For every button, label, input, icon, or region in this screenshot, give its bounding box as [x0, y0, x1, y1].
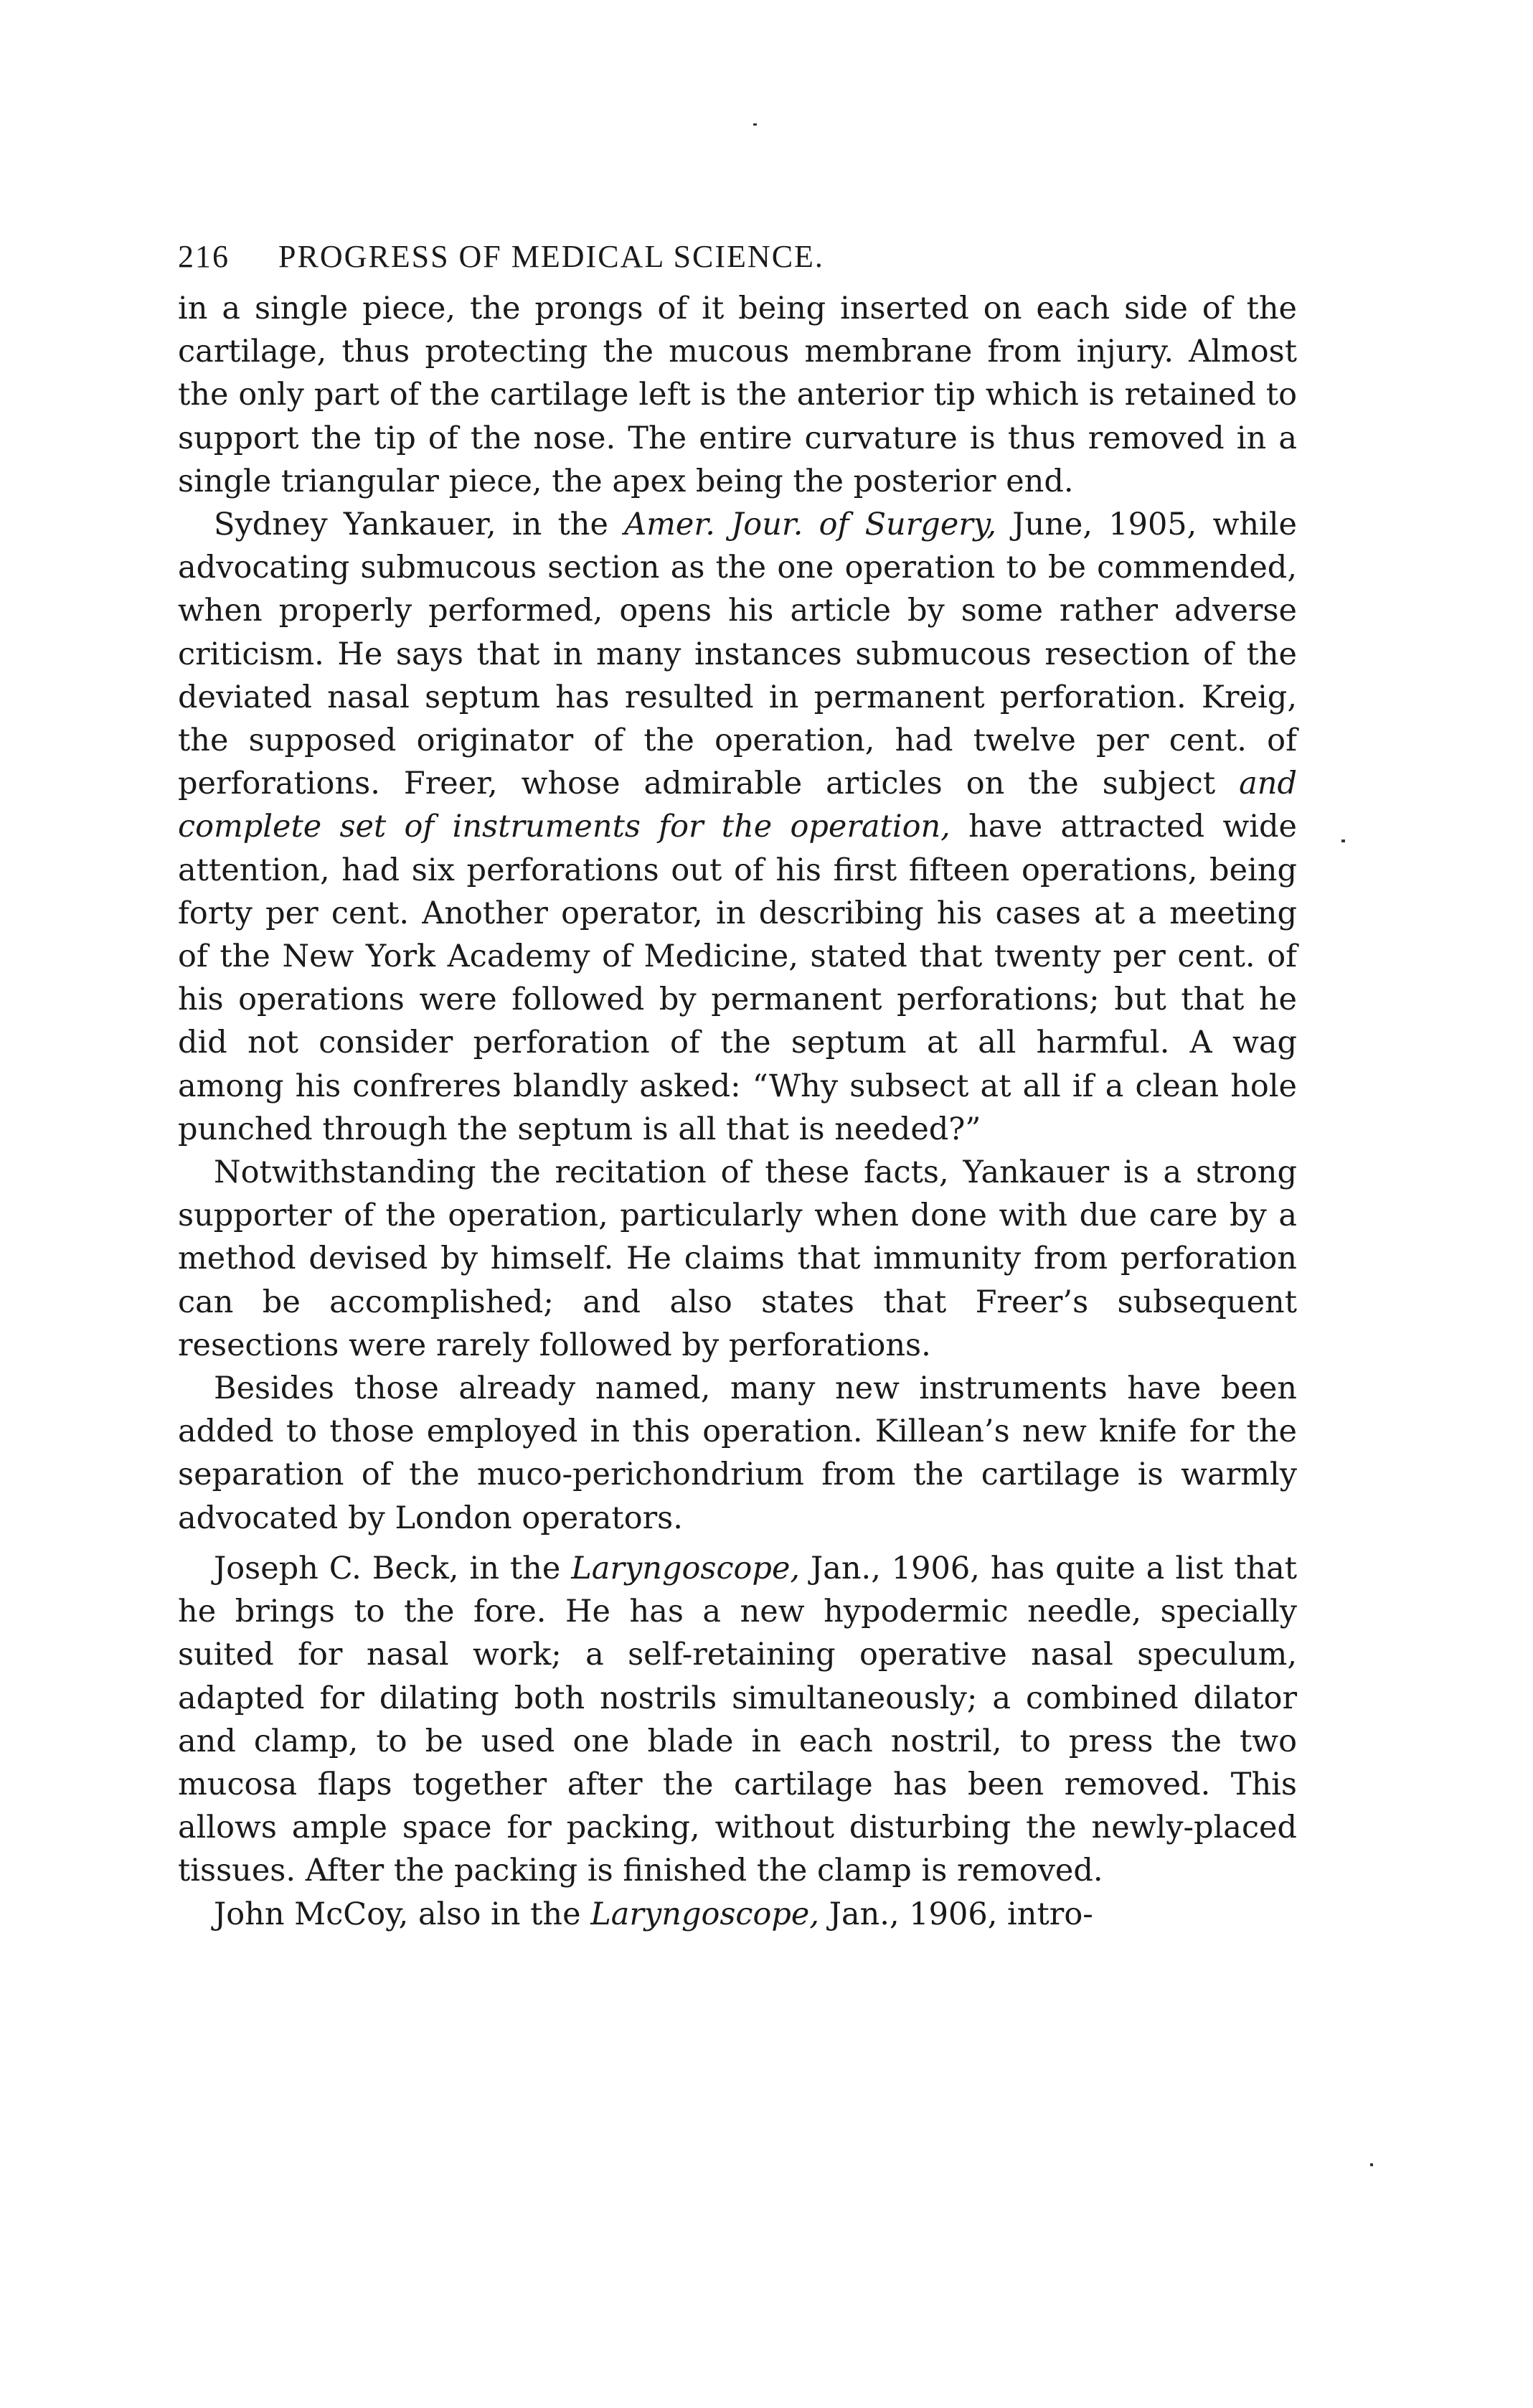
journal-title: Laryngoscope,: [590, 1896, 820, 1932]
paragraph-continuation: in a single piece, the prongs of it being inserted on each side of the cartilage, thus protecting the mucous membrane from injury. Almost the only part of the cartilage left is the anterior tip which is retained to support the tip of the nose. The entire curvature is thus removed in a single triangular piece, the apex being the posterior end.: [178, 291, 1297, 499]
paragraph-beck: [178, 1547, 1297, 1893]
text-span: have attracted wide attention, had six perforations out of his first fifteen operations, being forty per cent. Another operator, in describing his cases at a meeting of the New York Academy of Medicine, stated that twenty per cent. of his operations were followed by permanent perforations; but that he did not consider perforation of the septum at all harmful. A wag among his confreres blandly asked: “Why subsect at all if a clean hole punched through the septum is all that is needed?”: [178, 809, 1297, 1147]
scan-speck: [753, 123, 757, 126]
journal-title: Laryngoscope,: [571, 1550, 801, 1586]
paragraph-yankauer: [178, 503, 1297, 1151]
paragraph-instruments: Besides those already named, many new instruments have been added to those employed in this operation. Killean’s new knife for the separation of the muco-perichondrium from the cartilage is warmly advocated by London operators.: [178, 1370, 1297, 1536]
italic-phrase: and complete set of instruments for the operation,: [178, 766, 1297, 845]
text-span: John McCoy, also in the: [214, 1896, 591, 1932]
text-span: Sydney Yankauer, in the: [214, 507, 625, 543]
paragraph-mccoy: [178, 1893, 1297, 1936]
scan-speck: [1341, 839, 1345, 842]
running-title: PROGRESS OF MEDICAL SCIENCE.: [278, 239, 824, 274]
page-number: 216: [178, 239, 230, 274]
text-span: Jan., 1906, has quite a list that he brings to the fore. He has a new hypodermic needle, specially suited for nasal work; a self-retaining operative nasal speculum, adapted for dilating both nostrils simultaneously; a combined dilator and clamp, to be used one blade in each nostril, to press the two mucosa flaps together after the cartilage has been removed. This allows ample space for packing, without disturbing the newly-placed tissues. After the packing is finished the clamp is removed.: [178, 1550, 1297, 1889]
book-page: [178, 230, 1297, 1936]
paragraph-notwithstanding: Notwithstanding the recitation of these facts, Yankauer is a strong supporter of the operation, particularly when done with due care by a method devised by himself. He claims that immunity from perforation can be accomplished; and also states that Freer’s subsequent resections were rarely followed by perforations.: [178, 1154, 1297, 1363]
body-text: [178, 287, 1297, 1936]
journal-title: Amer. Jour. of Surgery,: [624, 507, 997, 543]
text-span: Joseph C. Beck, in the: [214, 1550, 572, 1586]
running-head: [178, 230, 1297, 287]
text-span: June, 1905, while advocating submucous section as the one operation to be commended, when properly performed, opens his article by some rather adverse criticism. He says that in many instances submucous resection of the deviated nasal septum has resulted in permanent perforation. Kreig, the supposed originator of the operation, had twelve per cent. of perforations. Freer, whose admirable articles on the subject: [178, 507, 1297, 802]
scan-speck: [1370, 2163, 1373, 2166]
text-span: Jan., 1906, intro-: [819, 1896, 1093, 1932]
